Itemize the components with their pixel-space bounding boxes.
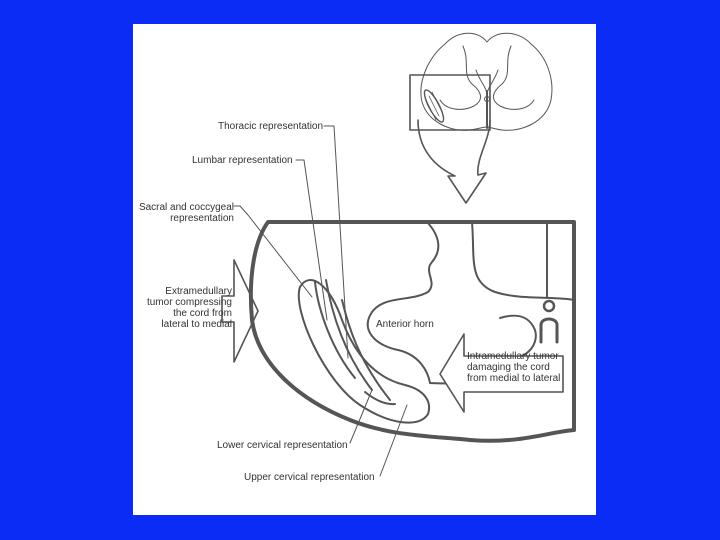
extramedullary-line1: Extramedullary [165, 286, 232, 297]
lower-cervical-label: Lower cervical representation [217, 440, 348, 451]
intramedullary-line2: damaging the cord [467, 362, 550, 373]
intramedullary-line3: from medial to lateral [467, 373, 561, 384]
intramedullary-label [467, 351, 560, 384]
extramedullary-line3: the cord from [173, 308, 232, 319]
intramedullary-line1: Intramedullary tumor [467, 351, 559, 362]
sacral-label [138, 202, 234, 224]
somatotopic-tracts [299, 280, 429, 423]
leader-lines [234, 126, 407, 476]
central-canal [544, 301, 554, 311]
upper-cervical-label: Upper cervical representation [244, 472, 375, 483]
lumbar-label: Lumbar representation [192, 155, 293, 166]
anterior-horn-label: Anterior horn [376, 319, 434, 330]
extramedullary-line2: tumor compressing [146, 297, 232, 308]
extramedullary-label [136, 286, 232, 330]
extramedullary-line4: lateral to medial [161, 319, 232, 330]
zoom-arrow [418, 120, 490, 203]
sacral-label-line1: Sacral and coccygeal [138, 202, 234, 213]
sacral-label-line2: representation [170, 213, 234, 224]
cord-outline [251, 222, 574, 441]
thoracic-label: Thoracic representation [218, 121, 324, 132]
